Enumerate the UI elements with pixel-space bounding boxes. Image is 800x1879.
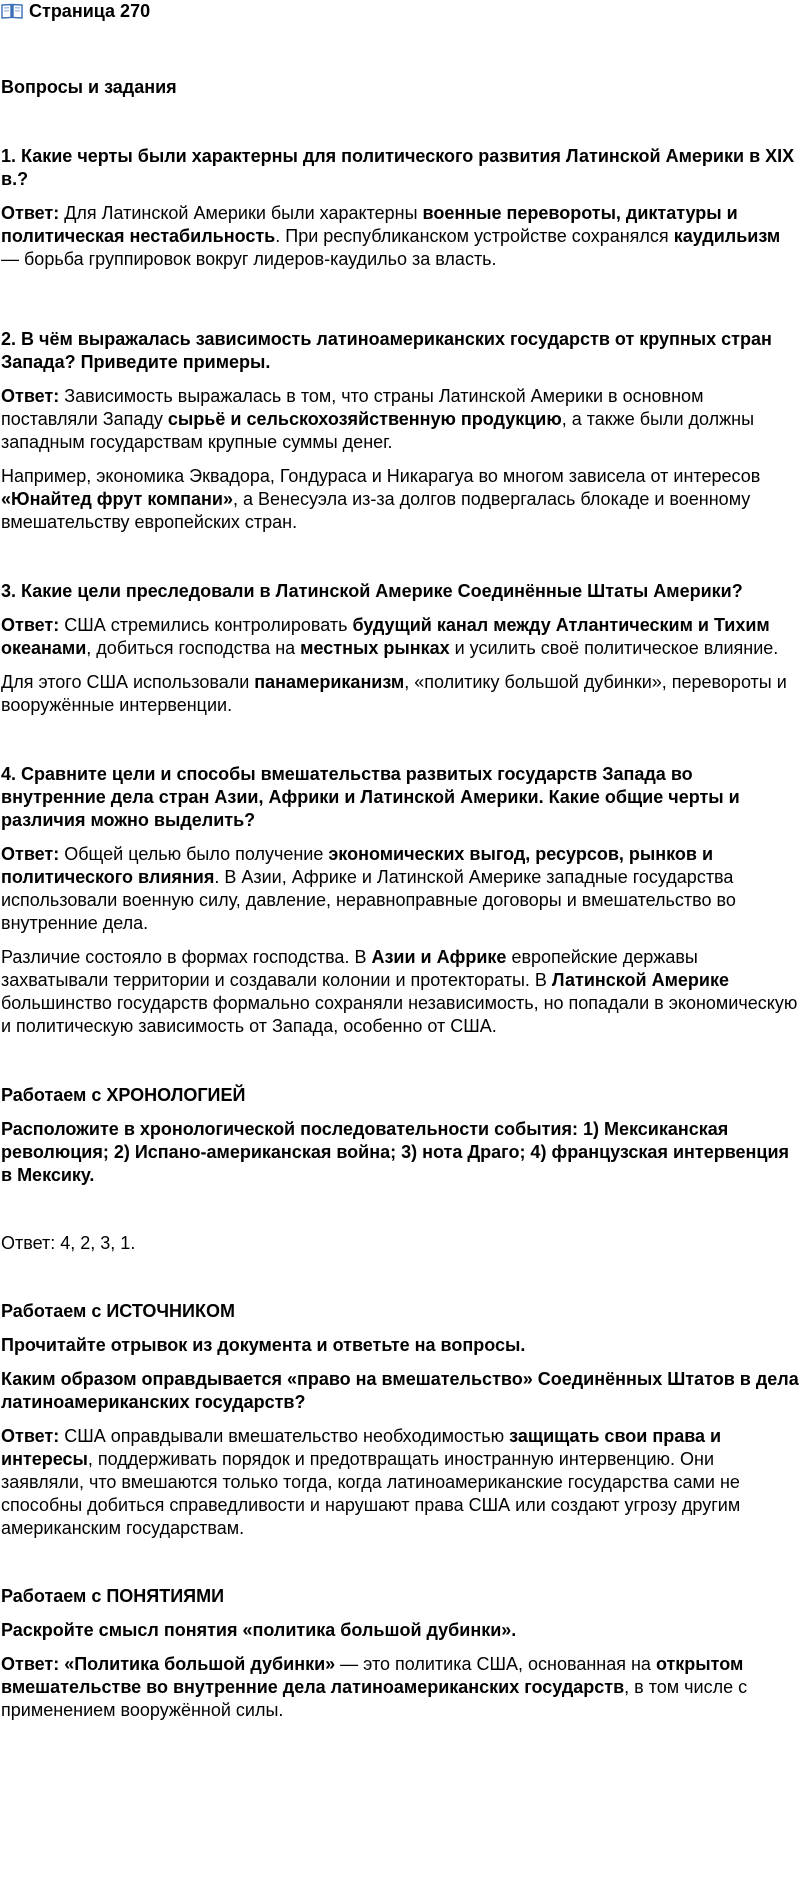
question-3: 3. Какие цели преследовали в Латинской Америке Соединённые Штаты Америки? <box>1 581 743 601</box>
text-run: , а Венесуэла из-за долгов подвергалась блокаде и военному вмешательству европейских стран. <box>1 489 751 532</box>
page-title: Страница 270 <box>29 0 151 21</box>
bold-text-run: военные перевороты, диктатуры и политическая нестабильность <box>1 203 738 246</box>
bold-text-run: открытом вмешательстве во внутренние дела латиноамериканских государств <box>1 1654 744 1697</box>
question-4: 4. Сравните цели и способы вмешательства развитых государств Запада во внутренние дела стран Азии, Африки и Латинской Америки. Какие общие черты и различия можно выделить? <box>1 764 740 830</box>
question-1: 1. Какие черты были характерны для политического развития Латинской Америки в XIX в.? <box>1 146 795 189</box>
chronology-heading: Работаем с ХРОНОЛОГИЕЙ <box>1 1085 246 1105</box>
text-run: , в том числе с применением вооружённой силы. <box>1 1677 748 1720</box>
bold-text-run: защищать свои права и интересы <box>1 1426 722 1469</box>
text-run: — это политика США, основанная на <box>335 1654 656 1674</box>
concepts-heading: Работаем с ПОНЯТИЯМИ <box>1 1586 225 1606</box>
question-2: 2. В чём выражалась зависимость латиноамериканских государств от крупных стран Запада? Приведите примеры. <box>1 329 772 372</box>
text-run: , поддерживать порядок и предотвращать иностранную интервенцию. Они заявляли, что вмешаются только тогда, когда латиноамериканские государства сами не способны добиться справедливости и нарушают права США или создают угрозу другим американским государствам. <box>1 1449 741 1538</box>
answer-4-difference <box>1 946 799 1038</box>
bold-text-run: Латинской Америке <box>551 970 730 990</box>
bold-text-run: «Юнайтед фрут компани» <box>1 489 234 509</box>
text-run: , добиться господства на <box>86 638 301 658</box>
bold-text-run: экономических выгод, ресурсов, рынков и политического влияния <box>1 844 714 887</box>
text-run: Например, экономика Эквадора, Гондураса и Никарагуа во многом зависела от интересов <box>1 466 761 486</box>
text-run: Общей целью было получение <box>59 844 329 864</box>
answer-4 <box>1 843 799 935</box>
text-run: европейские державы захватывали территории и создавали колонии и протектораты. В <box>1 947 698 990</box>
text-run: Различие состояло в формах господства. В <box>1 947 372 967</box>
text-run: Зависимость выражалась в том, что страны Латинской Америки в основном поставляли Западу <box>1 386 704 429</box>
text-run: . При республиканском устройстве сохранялся <box>275 226 674 246</box>
bold-text-run: местных рынках <box>300 638 450 658</box>
concepts-answer <box>1 1653 799 1722</box>
text-run: США оправдывали вмешательство необходимостью <box>59 1426 510 1446</box>
source-question: Каким образом оправдывается «право на вмешательство» Соединённых Штатов в дела латиноамериканских государств? <box>1 1369 799 1412</box>
text-run: США стремились контролировать <box>59 615 353 635</box>
bold-text-run: сырьё и сельскохозяйственную продукцию <box>167 409 562 429</box>
open-book-icon <box>1 2 23 20</box>
answer-3-detail <box>1 671 799 717</box>
text-run: и усилить своё политическое влияние. <box>449 638 779 658</box>
text-run: , «политику большой дубинки», перевороты и вооружённые интервенции. <box>1 672 787 715</box>
text-run: Для Латинской Америки были характерны <box>59 203 423 223</box>
text-run: . В Азии, Африке и Латинской Америке западные государства использовали военную силу, давление, неравноправные договоры и вмешательство во внутренние дела. <box>1 867 736 933</box>
bold-text-run: панамериканизм <box>254 672 405 692</box>
source-answer <box>1 1425 799 1540</box>
section-title: Вопросы и задания <box>1 77 177 97</box>
bold-text-run: Ответ: <box>1 844 60 864</box>
bold-text-run: Ответ: <box>1 1426 60 1446</box>
bold-text-run: будущий канал между Атлантическим и Тихим океанами <box>1 615 770 658</box>
bold-text-run: Ответ: «Политика большой дубинки» <box>1 1654 336 1674</box>
text-run: Для этого США использовали <box>1 672 255 692</box>
answer-2-example <box>1 465 799 534</box>
chronology-answer: Ответ: 4, 2, 3, 1. <box>1 1233 136 1253</box>
page-header <box>1 0 799 22</box>
answer-1 <box>1 202 799 271</box>
bold-text-run: Азии и Африке <box>371 947 507 967</box>
answer-3 <box>1 614 799 660</box>
bold-text-run: Ответ: <box>1 386 60 406</box>
text-run: — борьба группировок вокруг лидеров-каудильо за власть. <box>1 249 497 269</box>
answer-2 <box>1 385 799 454</box>
text-run: большинство государств формально сохраняли независимость, но попадали в экономическую и политическую зависимость от Запада, особенно от США. <box>1 993 798 1036</box>
concepts-task: Раскройте смысл понятия «политика большой дубинки». <box>1 1620 517 1640</box>
source-heading: Работаем с ИСТОЧНИКОМ <box>1 1301 235 1321</box>
source-task: Прочитайте отрывок из документа и ответьте на вопросы. <box>1 1335 526 1355</box>
chronology-task: Расположите в хронологической последовательности события: 1) Мексиканская революция; 2) Испано-американская война; 3) нота Драго; 4) французская интервенция в Мексику. <box>1 1119 790 1185</box>
bold-text-run: Ответ: <box>1 615 60 635</box>
text-run: , а также были должны западным государствам крупные суммы денег. <box>1 409 755 452</box>
bold-text-run: каудильизм <box>673 226 781 246</box>
bold-text-run: Ответ: <box>1 203 60 223</box>
